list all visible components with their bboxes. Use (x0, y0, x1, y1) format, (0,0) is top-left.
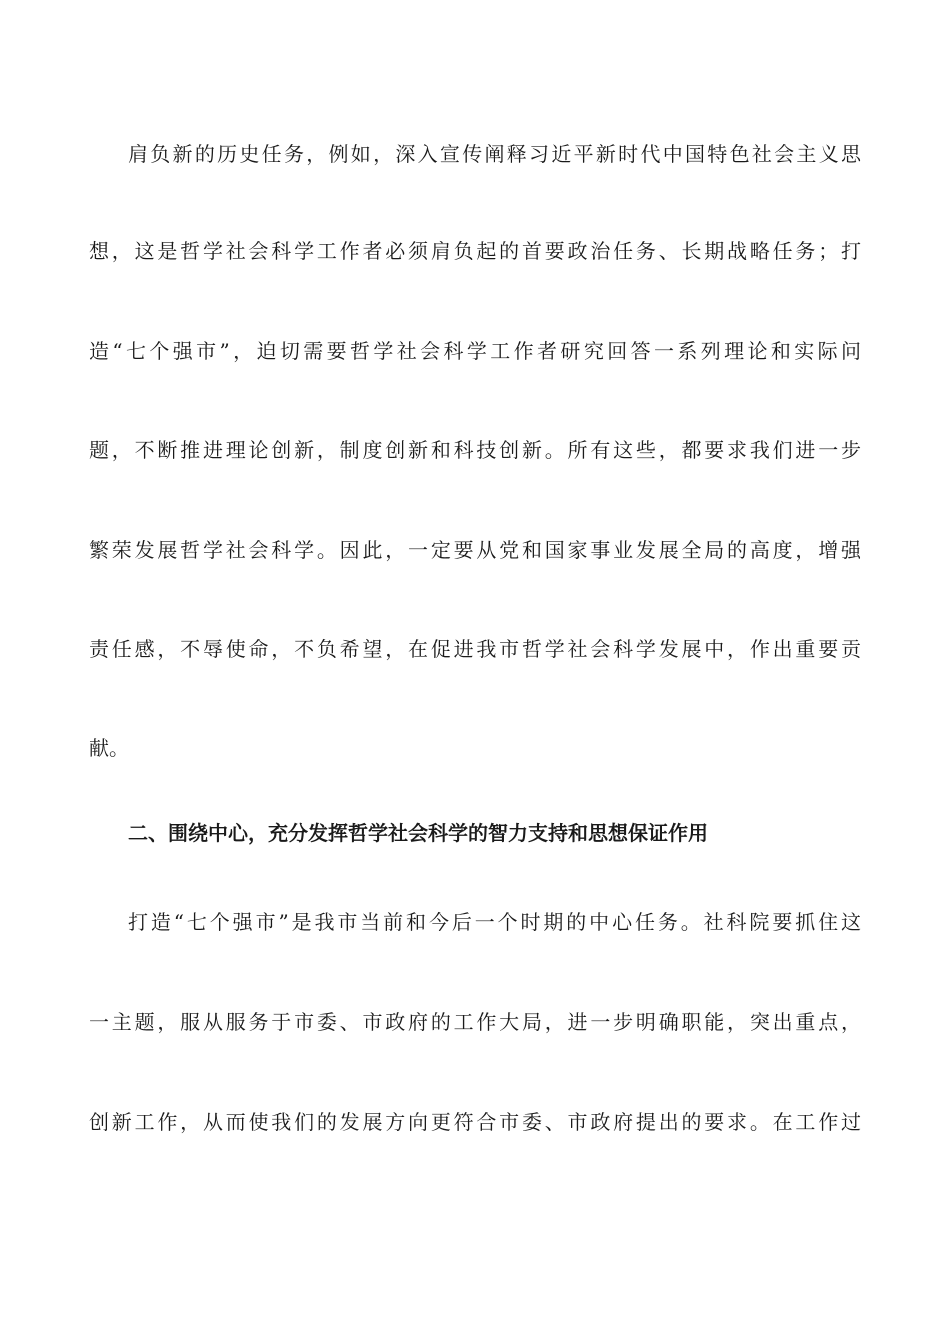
paragraph-2-line-3: 创新工作，从而使我们的发展方向更符合市委、市政府提出的要求。在工作过 (89, 1110, 861, 1134)
paragraph-1-line-2: 想，这是哲学社会科学工作者必须肩负起的首要政治任务、长期战略任务；打 (89, 239, 861, 263)
paragraph-1-line-3: 造“七个强市”，迫切需要哲学社会科学工作者研究回答一系列理论和实际问 (89, 339, 861, 363)
paragraph-2-line-1: 打造“七个强市”是我市当前和今后一个时期的中心任务。社科院要抓住这 (128, 910, 861, 934)
paragraph-2-line-2: 一主题，服从服务于市委、市政府的工作大局，进一步明确职能，突出重点， (89, 1010, 861, 1034)
paragraph-1-line-5: 繁荣发展哲学社会科学。因此，一定要从党和国家事业发展全局的高度，增强 (89, 538, 861, 562)
paragraph-1-line-6: 责任感，不辱使命，不负希望，在促进我市哲学社会科学发展中，作出重要贡 (89, 637, 861, 661)
section-heading: 二、围绕中心，充分发挥哲学社会科学的智力支持和思想保证作用 (128, 821, 708, 845)
paragraph-1-line-4: 题，不断推进理论创新，制度创新和科技创新。所有这些，都要求我们进一步 (89, 438, 861, 462)
paragraph-1-line-7: 献。 (89, 736, 129, 760)
paragraph-1-line-1: 肩负新的历史任务，例如，深入宣传阐释习近平新时代中国特色社会主义思 (128, 142, 861, 166)
